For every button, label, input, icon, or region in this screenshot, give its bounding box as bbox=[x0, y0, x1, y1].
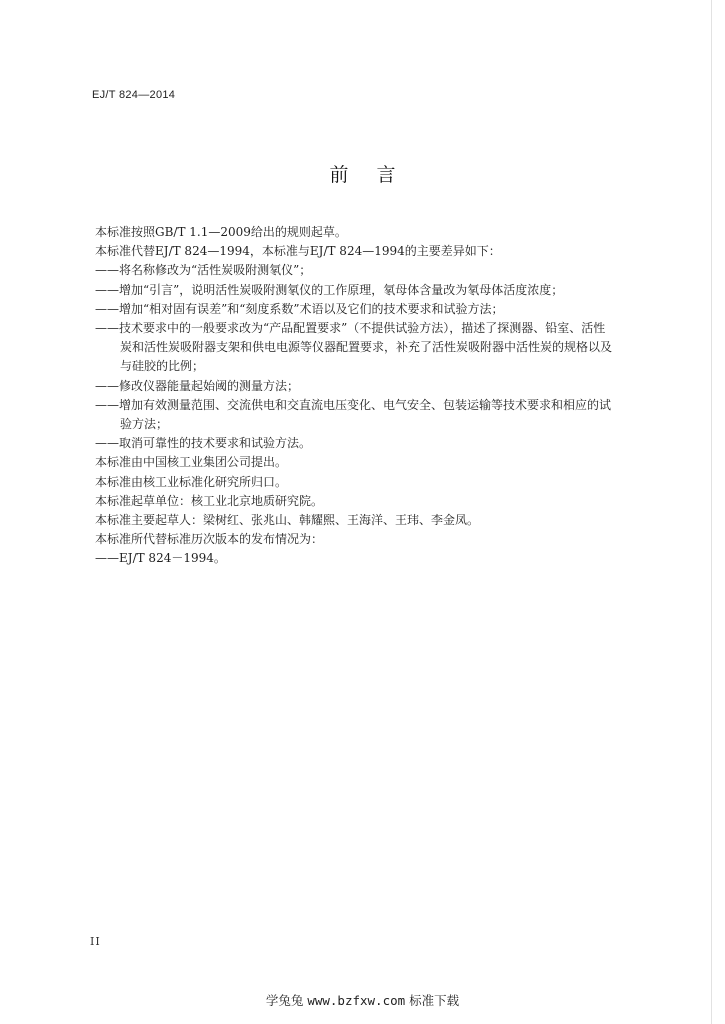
body-paragraph: 本标准起草单位：核工业北京地质研究院。 bbox=[95, 493, 324, 508]
body-paragraph: 本标准按照GB/T 1.1—2009给出的规则起草。 bbox=[95, 225, 347, 239]
change-list-item: ——增加“引言”，说明活性炭吸附测氡仪的工作原理，氡母体含量改为氡母体活度浓度； bbox=[95, 282, 564, 297]
standard-code-header: EJ/T 824—2014 bbox=[92, 89, 176, 101]
change-list-item-continued: 验方法； bbox=[120, 417, 169, 432]
change-list-item-continued: 与硅胶的比例； bbox=[120, 359, 205, 374]
body-paragraph: 本标准主要起草人：梁树红、张兆山、韩耀熙、王海洋、王玮、李金凤。 bbox=[95, 513, 480, 528]
page-number: II bbox=[90, 935, 101, 948]
change-list-item: ——将名称修改为“活性炭吸附测氡仪”； bbox=[95, 263, 312, 278]
download-footer bbox=[0, 991, 725, 1009]
change-list-item: ——增加有效测量范围、交流供电和交直流电压变化、电气安全、包装运输等技术要求和相应的试 bbox=[95, 397, 612, 412]
page-title: 前言 bbox=[329, 164, 424, 186]
body-paragraph: 本标准由中国核工业集团公司提出。 bbox=[95, 455, 288, 470]
change-list-item: ——增加“相对固有误差”和“刻度系数”术语以及它们的技术要求和试验方法； bbox=[95, 301, 504, 316]
footer-brand: 学兔兔 bbox=[265, 993, 304, 1008]
footer-site-link[interactable]: www.bzfxw.com bbox=[307, 993, 406, 1008]
change-list-item: ——EJ/T 824－1994。 bbox=[95, 551, 226, 566]
foreword-body bbox=[95, 223, 655, 569]
scan-edge-line bbox=[711, 0, 712, 1024]
body-paragraph: 本标准所代替标准历次版本的发布情况为： bbox=[95, 532, 324, 547]
footer-label: 标准下载 bbox=[409, 993, 460, 1008]
change-list-item-continued: 炭和活性炭吸附器支架和供电电源等仪器配置要求，补充了活性炭吸附器中活性炭的规格以及 bbox=[120, 340, 613, 355]
body-paragraph: 本标准由核工业标准化研究所归口。 bbox=[95, 474, 288, 489]
change-list-item: ——取消可靠性的技术要求和试验方法。 bbox=[95, 436, 312, 451]
change-list-item: ——技术要求中的一般要求改为“产品配置要求”（不提供试验方法），描述了探测器、铅室、活性 bbox=[95, 321, 606, 336]
change-list-item: ——修改仪器能量起始阈的测量方法； bbox=[95, 378, 300, 393]
body-paragraph: 本标准代替EJ/T 824—1994，本标准与EJ/T 824—1994的主要差异如下： bbox=[95, 244, 501, 259]
